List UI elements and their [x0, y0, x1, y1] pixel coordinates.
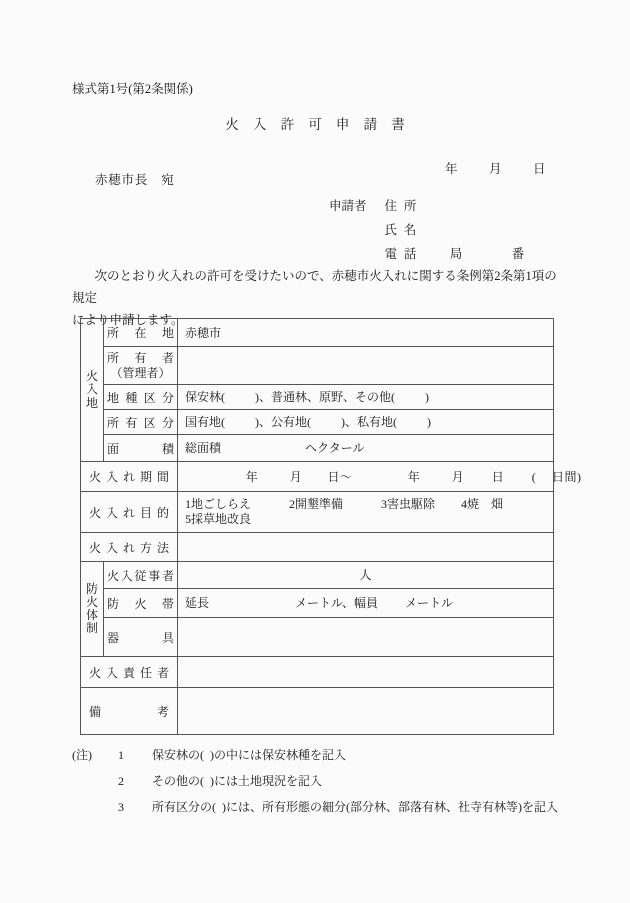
group-label-fire-land-stack [81, 370, 103, 410]
row-value-ownership [178, 410, 553, 434]
purpose-option-4[interactable]: 4焼 畑 [461, 497, 504, 511]
land-type-option-others: 普通林、原野、その他( [271, 390, 395, 404]
ownership-option-public: 公有地( [271, 415, 311, 429]
page-title: 火入許可申請書 [225, 117, 419, 132]
table-row [81, 533, 554, 562]
purpose-option-1[interactable]: 1地ごしらえ [185, 497, 252, 511]
row-label-method-text: 火入れ方法 [89, 540, 169, 555]
group-label-fire-land [81, 319, 104, 462]
row-label-owner-line2: （管理者） [110, 365, 171, 380]
row-label-ownership [104, 410, 178, 435]
note-number-1: 1 [118, 748, 124, 762]
notes-heading: (注) [72, 748, 92, 762]
date-year-label: 年 [445, 162, 459, 176]
applicant-name-label: 氏名 [384, 223, 424, 237]
row-label-area-text: 面積 [107, 441, 174, 456]
period-start-month: 月 [289, 469, 303, 484]
body-paragraph-line2: により申請します。 [72, 313, 184, 327]
row-value-equipment [178, 633, 553, 641]
note-text-2: その他の( )には土地現況を記入 [152, 774, 322, 788]
row-label-responsible-text: 火入責任者 [89, 665, 169, 680]
land-type-option-hoanrin: 保安林( [185, 390, 225, 404]
row-value-land-type [178, 385, 553, 409]
row-label-remarks [81, 688, 178, 735]
row-value-workers [178, 563, 553, 587]
note-item [72, 742, 558, 768]
row-value-responsible [178, 668, 553, 676]
note-text-1: 保安林の( )の中には保安林種を記入 [152, 748, 346, 762]
table-row [81, 688, 554, 735]
period-start-day: 日～ [327, 469, 353, 484]
workers-unit: 人 [359, 568, 372, 582]
table-row [81, 385, 554, 410]
group-label-fp-char-1: 防 [85, 581, 98, 596]
row-value-location-cell[interactable] [178, 319, 554, 347]
purpose-option-5[interactable]: 5採草地改良 [185, 512, 252, 526]
form-number: 様式第1号(第2条関係) [72, 82, 193, 96]
row-label-firebreak-text: 防火帯 [107, 596, 174, 611]
purpose-option-2[interactable]: 2開墾準備 [289, 497, 344, 511]
firebreak-length-unit: メートル、幅員 [295, 596, 379, 610]
applicant-address-label: 住所 [384, 199, 424, 213]
row-value-responsible-cell[interactable] [178, 657, 554, 688]
addressee: 赤穂市長 宛 [95, 173, 175, 187]
row-value-workers-cell[interactable] [178, 562, 554, 589]
applicant-address-row [329, 194, 549, 218]
row-label-responsible [81, 657, 178, 688]
row-value-firebreak-cell[interactable] [178, 589, 554, 618]
date-month-label: 月 [489, 162, 503, 176]
table-row [81, 347, 554, 385]
row-label-workers [104, 562, 178, 589]
firebreak-width-unit: メートル [405, 596, 454, 610]
row-value-purpose-cell[interactable] [178, 492, 554, 533]
ownership-option-private: 私有地( [357, 415, 397, 429]
row-value-method-cell[interactable] [178, 533, 554, 562]
group-label-fp-char-4: 制 [85, 621, 98, 636]
ownership-option-national: 国有地( [185, 415, 225, 429]
row-label-equipment [104, 618, 178, 657]
row-value-remarks [178, 707, 553, 715]
applicant-name-row [329, 218, 549, 242]
table-row [81, 618, 554, 657]
purpose-options-line1 [185, 497, 546, 512]
row-label-purpose [81, 492, 178, 533]
row-label-workers-text: 火入従事者 [107, 568, 174, 583]
row-label-land-type-text: 地種区分 [107, 390, 174, 405]
period-paren-open: ( [531, 469, 537, 484]
application-table [80, 318, 582, 735]
note-number-3: 3 [118, 800, 124, 814]
table-row [81, 589, 554, 618]
ownership-option-public-close: )、 [341, 415, 357, 429]
table-row [81, 562, 554, 589]
note-text-3: 所有区分の( )には、所有形態の細分(部分林、部落有林、社寺有林等)を記入 [152, 800, 558, 814]
table-row [81, 492, 554, 533]
note-item [72, 794, 558, 820]
period-start-year: 年 [245, 469, 259, 484]
applicant-tel-row [329, 242, 549, 266]
table-row [81, 435, 554, 462]
row-value-owner [178, 362, 553, 370]
area-total-label: 総面積 [185, 441, 222, 455]
row-value-period [178, 465, 582, 489]
row-label-remarks-text: 備考 [89, 704, 169, 719]
table-row [81, 319, 554, 347]
date-day-label: 日 [533, 162, 547, 176]
firebreak-length-label: 延長 [185, 596, 210, 610]
table-row [81, 462, 554, 492]
row-label-purpose-text: 火入れ目的 [89, 505, 169, 520]
row-label-location-text: 所在地 [107, 326, 174, 340]
row-value-period-cell[interactable] [178, 462, 582, 492]
applicant-tel-label: 電話 [384, 247, 424, 261]
row-value-owner-cell[interactable] [178, 347, 554, 385]
row-label-area [104, 435, 178, 462]
ownership-option-national-close: )、 [255, 415, 271, 429]
date-line [430, 144, 577, 192]
applicant-tel-unit-ban: 番 [511, 247, 525, 261]
area-unit: ヘクタール [305, 441, 365, 455]
table-row [81, 657, 554, 688]
group-label-char-3: 地 [85, 395, 98, 410]
group-label-char-2: 入 [85, 382, 98, 397]
land-type-option-others-close: ) [425, 390, 429, 404]
row-label-owner-lines [104, 351, 177, 381]
row-value-remarks-cell[interactable] [178, 688, 554, 735]
row-value-location: 赤穂市 [185, 325, 222, 340]
note-number-2: 2 [118, 774, 124, 788]
purpose-options-line2 [185, 512, 546, 527]
period-end-month: 月 [451, 469, 465, 484]
row-label-owner [104, 347, 178, 385]
group-label-fp-char-3: 体 [85, 608, 98, 622]
period-end-day: 日 [491, 469, 505, 484]
row-value-area-cell[interactable] [178, 435, 554, 462]
applicant-block [329, 194, 549, 266]
row-label-location [104, 319, 178, 347]
body-paragraph-line1: 次のとおり火入れの許可を受けたいので、赤穂市火入れに関する条例第2条第1項の規定 [72, 269, 557, 305]
row-value-area [178, 436, 553, 460]
row-label-owner-line1: 所有者 [107, 350, 174, 365]
row-value-land-type-cell[interactable] [178, 385, 554, 410]
ownership-option-private-close: ) [427, 415, 431, 429]
row-value-firebreak [178, 591, 553, 615]
row-label-land-type [104, 385, 178, 410]
row-value-ownership-cell[interactable] [178, 410, 554, 435]
row-label-period [81, 462, 178, 492]
row-label-equipment-text: 器具 [107, 630, 174, 645]
period-end-year: 年 [407, 469, 421, 484]
table-row [81, 410, 554, 435]
purpose-option-3[interactable]: 3害虫駆除 [381, 497, 436, 511]
row-value-method [178, 543, 553, 551]
period-days-unit: 日間) [552, 469, 582, 484]
group-label-fp-char-2: 火 [85, 594, 98, 609]
row-label-ownership-text: 所有区分 [107, 415, 174, 430]
applicant-tel-unit-kyoku: 局 [449, 247, 463, 261]
row-label-method [81, 533, 178, 562]
group-label-fire-prevention [81, 562, 104, 657]
land-type-option-hoanrin-close: )、 [255, 390, 271, 404]
note-item [72, 768, 558, 794]
row-label-firebreak [104, 589, 178, 618]
group-label-fire-prevention-stack [81, 583, 103, 636]
group-label-char-1: 火 [85, 369, 98, 384]
row-value-purpose [178, 493, 553, 531]
row-label-period-text: 火入れ期間 [89, 470, 169, 484]
applicant-prefix: 申請者 [329, 199, 367, 213]
row-value-equipment-cell[interactable] [178, 618, 554, 657]
notes-section [72, 742, 558, 820]
